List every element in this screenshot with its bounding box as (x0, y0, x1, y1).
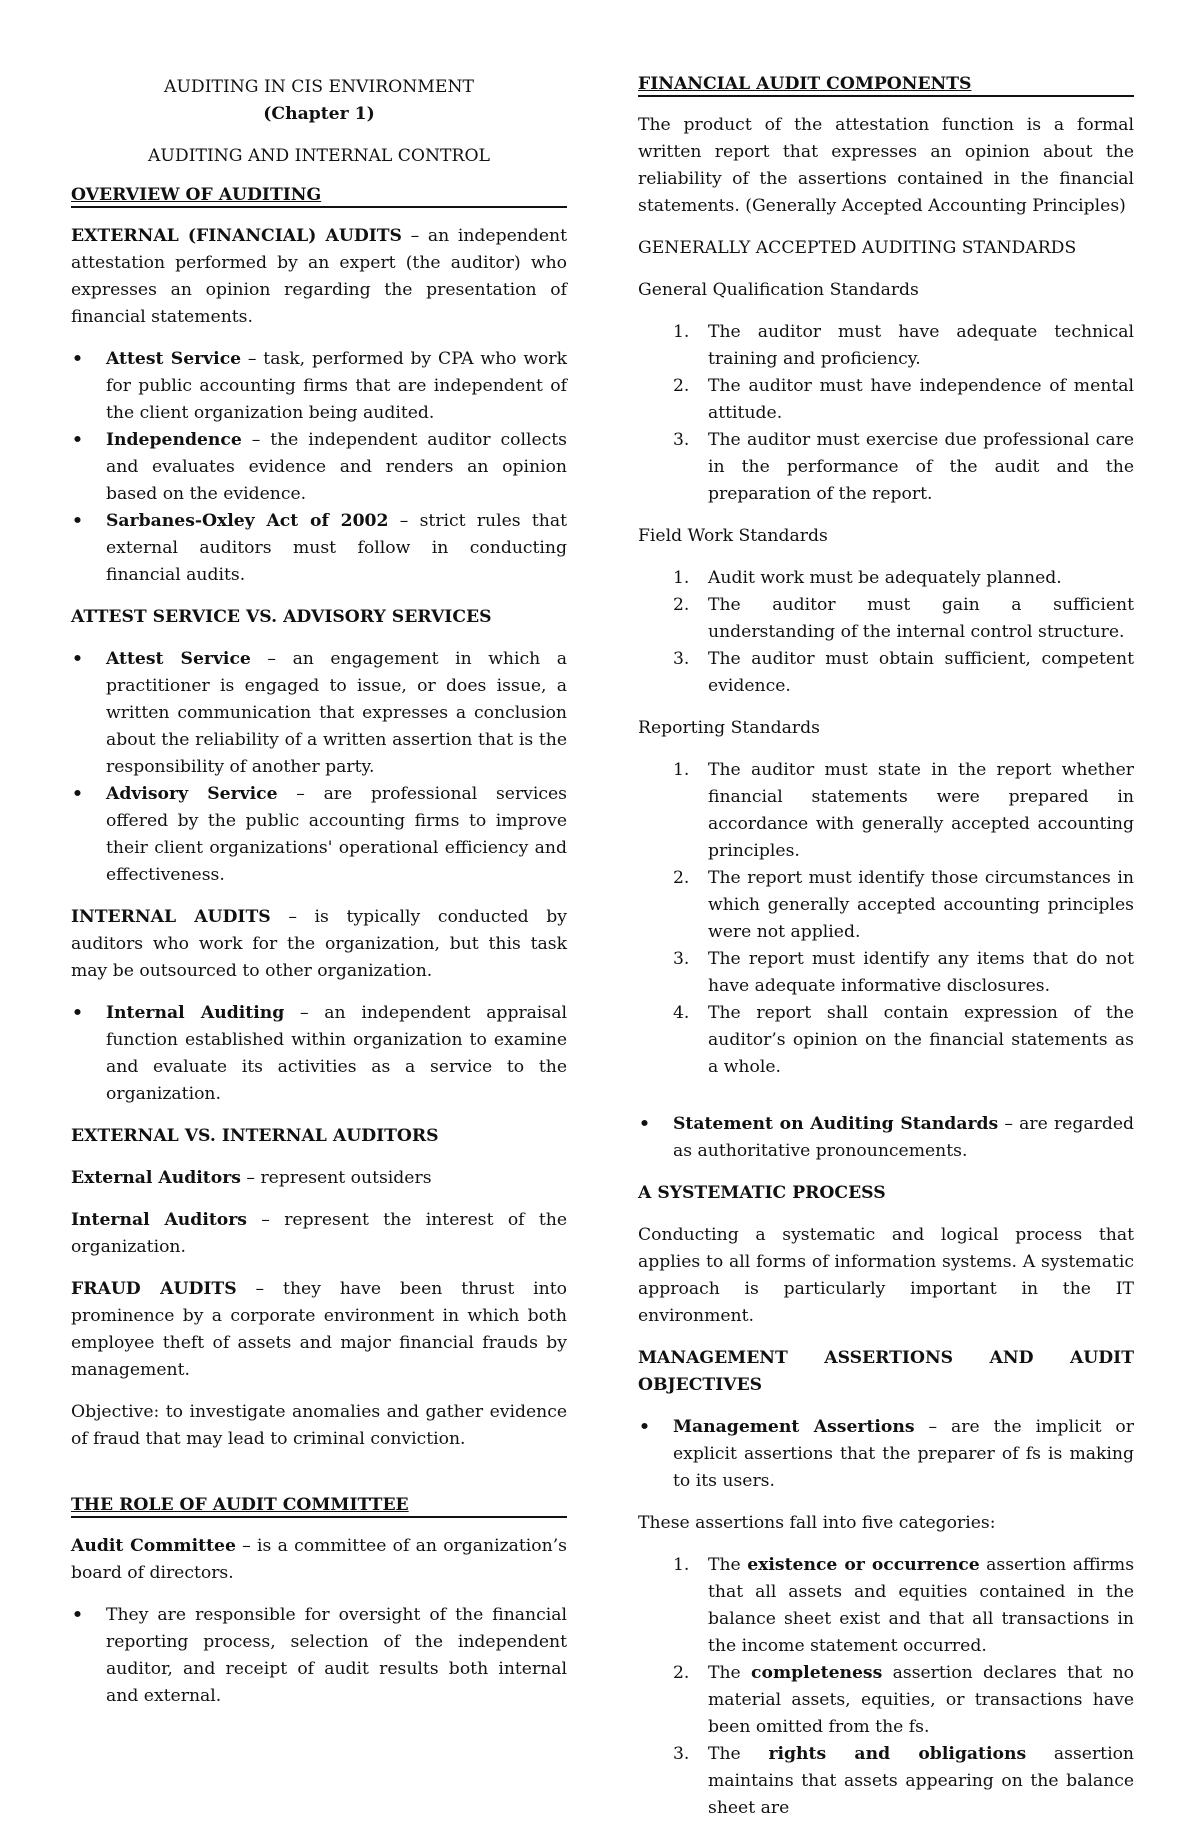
bullet-term: Attest Service (106, 349, 242, 369)
list-item (71, 781, 567, 889)
document-subtitle: AUDITING AND INTERNAL CONTROL (148, 146, 490, 166)
attest-bullets (71, 646, 567, 889)
list-item: 3. The rights and obligations assertion maintains that assets appearing on the balance sheet are (673, 1744, 1134, 1818)
bullet-term: Internal Auditing (106, 1003, 285, 1023)
audit-committee-heading: THE ROLE OF AUDIT COMMITTEE (71, 1495, 567, 1518)
bullet-text: – the independent auditor collects and evaluates evidence and renders an opinion based on the evidence. (106, 430, 567, 504)
list-item (71, 646, 567, 781)
external-auditors-paragraph (71, 1165, 567, 1192)
internal-audits-text: – is typically conducted by auditors who work for the organization, but this task may be outsourced to other organization. (71, 907, 567, 981)
fraud-audits-paragraph (71, 1276, 567, 1384)
spacer (71, 1468, 567, 1495)
bullet-text: – are regarded as authoritative pronouncements. (673, 1114, 1134, 1161)
audit-committee-paragraph (71, 1533, 567, 1587)
list-item (638, 1414, 1134, 1495)
list-item (71, 346, 567, 427)
external-audits-paragraph (71, 223, 567, 331)
external-auditors-text: – represent outsiders (240, 1168, 432, 1188)
bullet-term: Attest Service (106, 649, 251, 669)
mgmt-bullets (638, 1414, 1134, 1495)
bullet-term: Independence (106, 430, 242, 450)
external-bullets (71, 346, 567, 589)
financial-audit-components-heading: FINANCIAL AUDIT COMPONENTS (638, 74, 1134, 97)
assertion-text: assertion maintains that assets appearing on the balance sheet are (708, 1744, 1134, 1818)
bullet-term: Management Assertions (673, 1417, 915, 1437)
list-item-text: The report must identify those circumstances in which generally accepted accounting principles were not applied. (708, 868, 1134, 942)
internal-auditors-paragraph (71, 1207, 567, 1261)
assertion-prefix: The (708, 1663, 752, 1683)
left-column (71, 74, 567, 1725)
list-item-text: The auditor must have adequate technical training and proficiency. (708, 322, 1134, 369)
list-item: 2. The report must identify those circumstances in which generally accepted accounting principles were not applied. (673, 868, 1134, 942)
internal-audits-term: INTERNAL AUDITS (71, 907, 271, 927)
list-item: 2. The completeness assertion declares that no material assets, equities, or transactions have been omitted from the fs. (673, 1663, 1134, 1737)
assertion-term: existence or occurrence (747, 1555, 980, 1575)
list-item-text: The auditor must have independence of mental attitude. (708, 376, 1134, 423)
field-work-list (638, 565, 1134, 700)
list-item (638, 1111, 1134, 1165)
audit-committee-term: Audit Committee (71, 1536, 236, 1556)
list-item: 1. The auditor must have adequate technical training and proficiency. (673, 322, 1134, 369)
bullet-text: – strict rules that external auditors must follow in conducting financial audits. (106, 511, 567, 585)
internal-auditors-term: Internal Auditors (71, 1210, 247, 1230)
assertion-term: completeness (751, 1663, 883, 1683)
audit-committee-text: – is a committee of an organization’s board of directors. (71, 1536, 567, 1583)
assertions-list (638, 1552, 1134, 1822)
categories-paragraph: These assertions fall into five categories: (638, 1513, 996, 1533)
list-item-text: The auditor must exercise due professional care in the performance of the audit and the preparation of the report. (708, 430, 1134, 504)
field-work-heading: Field Work Standards (638, 526, 828, 546)
components-paragraph: The product of the attestation function is a formal written report that expresses an opinion about the reliability of the assertions contained in the financial statements. (Generally Accepted Accounting Principles) (638, 115, 1134, 216)
list-item: 3. The report must identify any items that do not have adequate informative disclosures. (673, 949, 1134, 996)
list-item (71, 508, 567, 589)
list-item: • They are responsible for oversight of the financial reporting process, selection of the independent auditor, and receipt of audit results both internal and external. (71, 1602, 567, 1710)
bullet-text: – an engagement in which a practitioner is engaged to issue, or does issue, a written communication that expresses a conclusion about the reliability of a written assertion that is the responsibility of another party. (106, 649, 567, 777)
list-item: 4. The report shall contain expression of the auditor’s opinion on the financial statements as a whole. (673, 1003, 1134, 1077)
bullet-term: Advisory Service (106, 784, 278, 804)
list-item: 3. The auditor must exercise due professional care in the performance of the audit and the preparation of the report. (673, 430, 1134, 504)
list-item-text: Audit work must be adequately planned. (708, 568, 1062, 588)
list-item (71, 1000, 567, 1108)
management-assertions-heading: MANAGEMENT ASSERTIONS AND AUDIT OBJECTIVES (638, 1348, 1134, 1395)
list-item: 1. The auditor must state in the report whether financial statements were prepared in accordance with generally accepted accounting principles. (673, 760, 1134, 861)
attest-vs-advisory-heading: ATTEST SERVICE VS. ADVISORY SERVICES (71, 607, 492, 627)
reporting-standards-heading: Reporting Standards (638, 718, 820, 738)
list-item: 2. The auditor must have independence of mental attitude. (673, 376, 1134, 423)
internal-auditors-text: – represent the interest of the organization. (71, 1210, 567, 1257)
assertion-text: assertion declares that no material assets, equities, or transactions have been omitted from the fs. (708, 1663, 1134, 1737)
external-auditors-term: External Auditors (71, 1168, 241, 1188)
bullet-term: Sarbanes-Oxley Act of 2002 (106, 511, 389, 531)
overview-heading: OVERVIEW OF AUDITING (71, 185, 567, 208)
sas-bullets (638, 1111, 1134, 1165)
general-standards-list (638, 319, 1134, 508)
right-column (638, 74, 1134, 1837)
gaas-heading: GENERALLY ACCEPTED AUDITING STANDARDS (638, 238, 1077, 258)
external-audits-term: EXTERNAL (FINANCIAL) AUDITS (71, 226, 402, 246)
committee-bullets (71, 1602, 567, 1710)
assertion-prefix: The (708, 1744, 769, 1764)
general-standards-heading: General Qualification Standards (638, 280, 919, 300)
objective-paragraph: Objective: to investigate anomalies and gather evidence of fraud that may lead to criminal conviction. (71, 1402, 567, 1449)
internal-bullets (71, 1000, 567, 1108)
systematic-process-paragraph: Conducting a systematic and logical process that applies to all forms of information systems. A systematic approach is particularly important in the IT environment. (638, 1225, 1134, 1326)
bullet-term: Statement on Auditing Standards (673, 1114, 999, 1134)
list-item: 1. Audit work must be adequately planned. (673, 568, 1062, 588)
document-title: AUDITING IN CIS ENVIRONMENT (164, 77, 474, 97)
list-item-text: The report shall contain expression of the auditor’s opinion on the financial statements as a whole. (708, 1003, 1134, 1077)
title-block (71, 74, 567, 128)
list-item: 2. The auditor must gain a sufficient understanding of the internal control structure. (673, 595, 1134, 642)
list-item-text: The auditor must obtain sufficient, competent evidence. (708, 649, 1134, 696)
bullet-text: – task, performed by CPA who work for public accounting firms that are independent of the client organization being audited. (106, 349, 568, 423)
external-vs-internal-heading: EXTERNAL VS. INTERNAL AUDITORS (71, 1126, 439, 1146)
assertion-text: assertion affirms that all assets and equities contained in the balance sheet exist and that all transactions in the income statement occurred. (708, 1555, 1135, 1656)
bullet-text: – are the implicit or explicit assertions that the preparer of fs is making to its users. (673, 1417, 1134, 1491)
external-audits-text: – an independent attestation performed by an expert (the auditor) who expresses an opinion regarding the presentation of financial statements. (71, 226, 568, 327)
chapter-label: (Chapter 1) (263, 104, 375, 124)
list-item: 3. The auditor must obtain sufficient, competent evidence. (673, 649, 1134, 696)
bullet-text: – are professional services offered by the public accounting firms to improve their client organizations' operational efficiency and effectiveness. (106, 784, 568, 885)
fraud-audits-text: – they have been thrust into prominence by a corporate environment in which both employee theft of assets and major financial frauds by management. (71, 1279, 567, 1380)
systematic-process-heading: A SYSTEMATIC PROCESS (638, 1183, 886, 1203)
internal-audits-paragraph (71, 904, 567, 985)
list-item-text: The auditor must state in the report whether financial statements were prepared in accordance with generally accepted accounting principles. (708, 760, 1134, 861)
list-item: 1. The existence or occurrence assertion affirms that all assets and equities contained in the balance sheet exist and that all transactions in the income statement occurred. (673, 1555, 1135, 1656)
list-item-text: The report must identify any items that do not have adequate informative disclosures. (708, 949, 1134, 996)
list-item-text: The auditor must gain a sufficient understanding of the internal control structure. (708, 595, 1134, 642)
assertion-prefix: The (708, 1555, 748, 1575)
reporting-standards-list (638, 757, 1134, 1081)
fraud-audits-term: FRAUD AUDITS (71, 1279, 237, 1299)
bullet-text: – an independent appraisal function established within organization to examine and evaluate its activities as a service to the organization. (106, 1003, 567, 1104)
assertion-term: rights and obligations (768, 1744, 1027, 1764)
list-item (71, 427, 567, 508)
